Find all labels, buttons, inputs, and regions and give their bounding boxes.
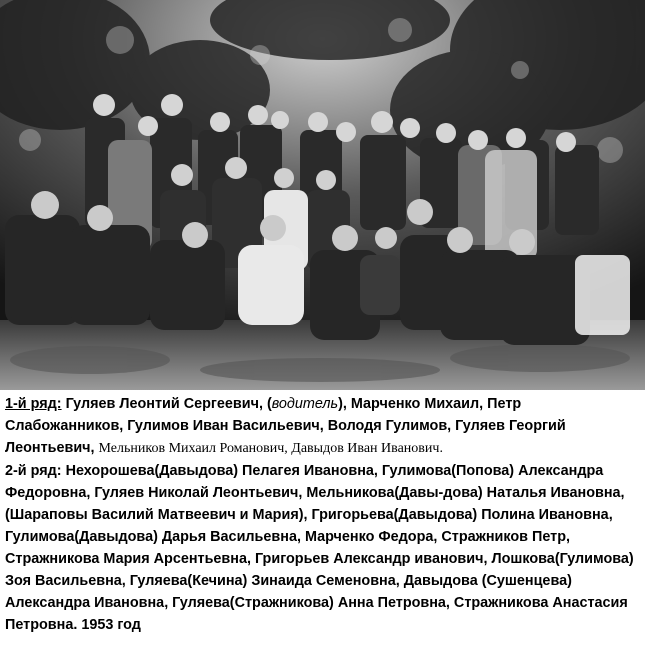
row-1-label: 1-й ряд: bbox=[5, 396, 62, 412]
caption-row-1 bbox=[5, 393, 641, 460]
photo-year: 1953 год bbox=[77, 617, 141, 633]
row-1-role: водитель bbox=[271, 396, 339, 412]
row-1-names-c: Мельников Михаил Романович, Давыдов Иван Иванович. bbox=[98, 441, 443, 456]
photo-caption bbox=[5, 393, 641, 636]
row-1-names-b: ), Марченко Михаил, Петр Слабожанников, Гулимов Иван Васильевич, Володя Гулимов, Гуляев Георгий Леонтьевич, bbox=[5, 396, 566, 456]
row-1-names-a: Гуляев Леонтий Сергеевич, ( bbox=[61, 396, 272, 412]
caption-row-2 bbox=[5, 460, 641, 636]
row-2-names: Нехорошева(Давыдова) Пелагея Ивановна, Гулимова(Попова) Александра Федоровна, Гуляев Николай Леонтьевич, Мельникова(Давы-дова) Наталья Ивановна, (Шараповы Василий Матвеевич и Мария), Григорьева(Давыдова) Полина Ивановна, Гулимова(Давыдова) Дарья Васильевна, Марченко Федора, Стражников Петр, Стражникова Мария Арсентьевна, Григорьев Александр иванович, Лошкова(Гулимова) Зоя Васильевна, Гуляева(Кечина) Зинаида Семеновна, Давыдова (Сушенцева) Александра Ивановна, Гуляева(Стражникова) Анна Петровна, Стражникова Анастасия Петровна. bbox=[5, 463, 634, 633]
row-2-label: 2-й ряд: bbox=[5, 463, 62, 479]
